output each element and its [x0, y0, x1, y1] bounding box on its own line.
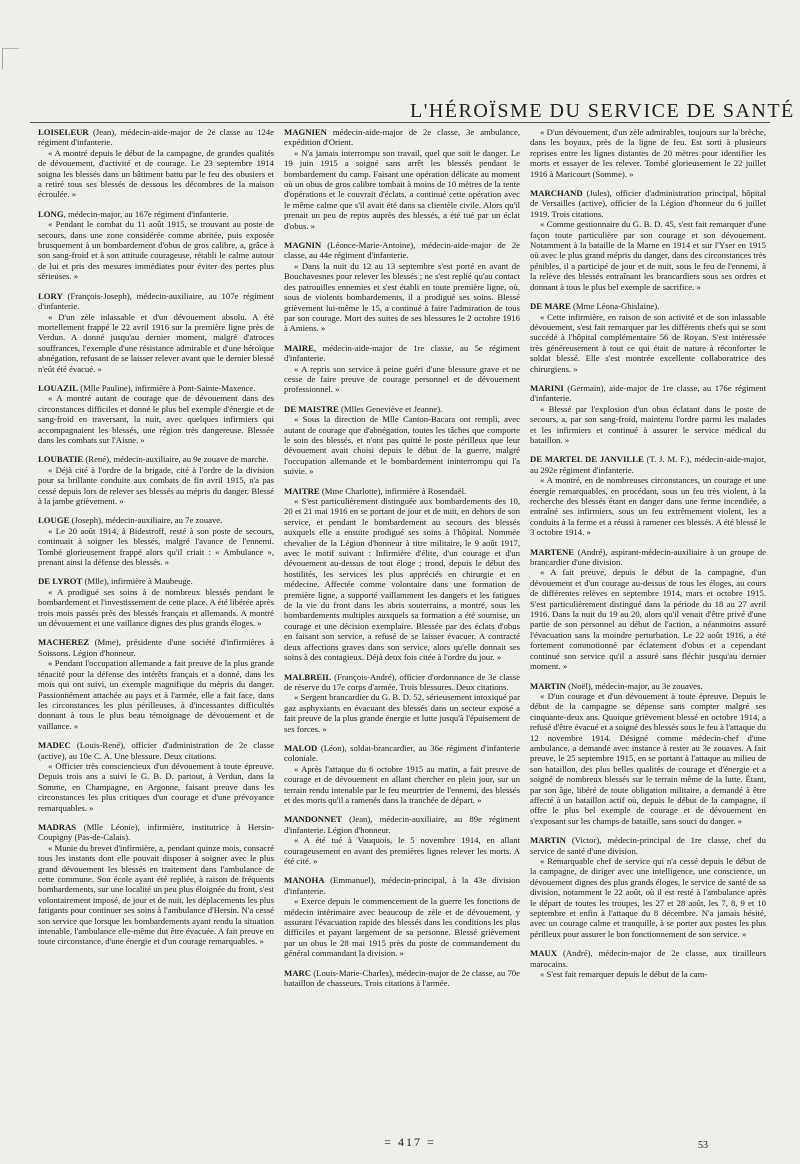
entry-name: MARC — [284, 967, 312, 978]
entry-heading — [284, 343, 520, 364]
entry-citation-text: « A prodigué ses soins à de nombreux blessés pendant le bombardement et l'investissement de cette place. A été libérée après trois mois passés près des blessés français et allemands. A montré un dévouement et une vaillance dignes des plus grands éloges. » — [38, 586, 274, 629]
entry-citation-text: « Sergent brancardier du G. B. D. 52, sérieusement intoxiqué par gaz asphyxiants en évacuant des blessés dans un secteur exposé a fait preuve de la plus grande énergie et lutte jusqu'à l'épuisement de ses forces. » — [284, 692, 520, 734]
entry-heading — [38, 454, 274, 464]
entry-title: médecin-aide-major de 2e classe, 3e ambulance, expédition d'Orient. — [284, 127, 520, 148]
entry-name: MADRAS — [38, 821, 77, 832]
entry-heading — [38, 740, 274, 761]
entry-name: MAGNIN — [284, 240, 322, 251]
citation-entry — [284, 875, 520, 958]
entry-title: (Mlle Pauline), infirmière à Pont-Sainte-Maxence. — [78, 382, 256, 393]
entry-citation-text: « Dans la nuit du 12 au 13 septembre s'est porté en avant de Bouchavesnes pour relever les blessés ; ne s'est replié qu'au contact des patrouilles ennemies et s'est établi en toute première ligne, où, sous de violents bombardements, il a prodigué ses soins. Blessé grièvement lui-même le 15, a continué à faire l'admiration de tous par son courage. Mort des suites de ses blessures le 2 octobre 1916 à Amiens. » — [284, 260, 520, 334]
citation-entry — [530, 127, 766, 179]
entry-name: LOUBATIE — [38, 454, 84, 465]
entry-heading — [530, 681, 766, 691]
entry-citation-text: « Cette infirmière, en raison de son activité et de son inlassable dévouement, s'est fait remarquer par les différents chefs qui se sont succédé à l'hôpital complémentaire 56 de Royan. S'est intéressée très généreusement à tout ce qui était de nature à réconforter le soldat blessé. Elle s'est montrée excellente collaboratrice des chirurgiens. » — [530, 311, 766, 374]
citation-entry — [38, 383, 274, 445]
entry-citation-text: « Comme gestionnaire du G. B. D. 45, s'est fait remarquer d'une façon toute particulière par son courage et son dévouement. Notamment à la bataille de la Marne en 1914 et sur l'Yser en 1915 où avec le plus grand mépris du danger, dans des circonstances très pénibles, il a participé de jour et de nuit, sous le feu de l'ennemi, à la relève des blessés entraînant les brancardiers sous ses ordres et donnant à tous le plus bel exemple de sacrifice. » — [530, 219, 766, 292]
column-right — [530, 127, 766, 1147]
entry-title: (Léonce-Marie-Antoine), médecin-aide-major de 2e classe, au 44e régiment d'infanterie. — [284, 240, 520, 261]
entry-citation-text: « A montré depuis le début de la campagne, de grandes qualités de dévouement, d'activité et de courage. Le 23 septembre 1914 soigna les blessés dans un bâtiment battu par le feu des obusiers et a retiré tous ses blessés de dessous les décombres de la maison écroulée. » — [38, 147, 274, 200]
entry-citation-text: « Remarquable chef de service qui n'a cessé depuis le début de la campagne, de diriger avec une intelligence, une conscience, un dévouement dignes des plus grands éloges, le service de santé de sa division, notamment le 22 août, où il est resté à l'ambulance après le départ de toutes les troupes, les 27 et 28 août, les 7, 8, 9 et 10 septembre et enfin à l'attaque du 8 décembre. N'a jamais hésité, avec un courage calme et tranquille, à se porter aux postes les plus périlleux pour assurer le bon fonctionnement de son service. » — [530, 856, 766, 939]
entry-citation-text: « Exerce depuis le commencement de la guerre les fonctions de médecin intérimaire avec beaucoup de zèle et de dévouement, y assurant l'évacuation rapide des blessés dans les conditions les plus difficiles et payant largement de sa personne. Blessé grièvement par un obus le 28 mai 1915 près du poste de commandement du général commandant la division. » — [284, 896, 520, 959]
entry-citation-text: « S'est fait remarquer depuis le début de la cam- — [540, 969, 708, 980]
citation-entry — [38, 822, 274, 947]
entry-title: (Jules), officier d'administration principal, hôpital de Versailles (active), officier de la Légion d'honneur du 6 juillet 1919. Trois citations. — [530, 188, 766, 219]
entry-heading — [284, 486, 520, 496]
entry-heading — [284, 875, 520, 896]
entry-title: , médecin-major, au 167e régiment d'infanterie. — [63, 208, 229, 219]
entry-title: (Louis-Marie-Charles), médecin-major de 2e classe, au 70e bataillon de chasseurs. Trois citations à l'armée. — [284, 967, 520, 989]
entry-heading — [38, 383, 274, 393]
entry-name: LONG — [38, 208, 64, 219]
entry-title: (Jean), médecin-aide-major de 2e classe au 124e régiment d'infanterie. — [38, 127, 274, 148]
entry-citation-text: « A repris son service à peine guéri d'une blessure grave et ne cesse de faire preuve de courage personnel et de dévouement professionnel. » — [284, 363, 520, 395]
entry-title: , médecin-aide-major de 1re classe, au 5e régiment d'infanterie. — [284, 342, 520, 364]
citation-entry — [530, 948, 766, 979]
entry-title: (René), médecin-auxiliaire, au 9e zouave de marche. — [83, 454, 269, 465]
entry-title: (Noël), médecin-major, au 3e zouaves. — [565, 680, 703, 691]
entry-title: (Jean), médecin-auxiliaire, au 89e régiment d'infanterie. Légion d'honneur. — [284, 814, 520, 835]
entry-title: (François-Joseph), médecin-auxiliaire, au 107e régiment d'infanterie. — [38, 290, 274, 312]
entry-heading — [38, 822, 274, 843]
column-left — [38, 127, 274, 1147]
citation-entry — [38, 454, 274, 506]
entry-name: LOISELEUR — [38, 127, 89, 137]
citation-entry — [38, 576, 274, 628]
entry-heading — [530, 948, 766, 969]
entry-name: DE LYROT — [38, 576, 83, 587]
entry-name: MARINI — [530, 382, 564, 393]
folio-number: = 417 = — [384, 1135, 436, 1149]
page-number: 53 — [698, 1140, 708, 1151]
entry-heading — [284, 672, 520, 693]
citation-entry — [284, 240, 520, 334]
column-middle — [284, 127, 520, 1147]
entry-citation-text: « S'est particulièrement distinguée aux bombardements des 10, 20 et 21 mai 1916 en se portant de jour et de nuit, en dehors de son service, et pendant le bombardement au secours des blessés auxquels elle a ensuite prodigué ses soins à l'hôpital. Nommée chevalier de la Légion d'honneur à titre militaire, le 9 août 1917, avec le motif suivant : Infirmière d'élite, d'un courage et d'un dévouement au-dessus de tout éloge ; trond, depuis le début des hostilités, les services les plus appréciés en chirurgie et en médecine. Affectée comme volontaire dans une formation de première ligne, a supporté vaillamment les dangers et les fatigues de la vie du front dans les abris souterrains, a montré, sous les bombardements multiples auxquels sa formation a été soumise, un courage et une décision exemplaire. Blessée par des éclats d'obus en faisant son service, a refusé de se laisser évacuer. A contracté deux affections graves dans son service, alors qu'elle donnait ses soins à des contagieux. Déjà deux fois citée à l'ordre du jour. » — [284, 496, 520, 663]
entry-citation-text: « Officier très consciencieux d'un dévouement à toute épreuve. Depuis trois ans a suivi le G. B. D. partout, à Verdun, dans la Somme, en Champagne, en Argonne, faisant preuve dans les circonstances les plus critiques d'un courage et d'une prévoyance remarquables. » — [38, 760, 274, 813]
entry-heading — [38, 127, 274, 148]
citation-entry — [530, 301, 766, 374]
citation-entry — [284, 672, 520, 734]
entry-citation-text: « A fait preuve, depuis le début de la campagne, d'un dévouement et d'un courage au-dessus de tous les éloges, au cours de différentes relèves en septembre 1914, mars et octobre 1915. S'est particulièrement distingué dans la période du 18 au 27 avril 1916. Dans la nuit du 19 au 20, alors qu'il venait d'être privé d'une partie de son personnel au début de l'action, a néanmoins assuré l'évacuation sans la moindre perturbation. Le 22 août 1916, a été fortement commotionné par éclatement d'obus et a cependant continué son service qu'il a assuré sans fléchir jusqu'au dernier moment. » — [530, 567, 766, 672]
entry-heading — [530, 454, 766, 475]
entry-title: (Joseph), médecin-auxiliaire, au 7e zouave. — [69, 515, 223, 526]
entry-name: MALBREIL — [284, 671, 332, 682]
citation-entry — [530, 681, 766, 827]
entry-title: (François-André), officier d'ordonnance de 3e classe de réserve du 17e corps d'armée. Trois blessures. Deux citations. — [284, 671, 520, 692]
citation-entry — [284, 486, 520, 663]
page-corner-mark — [2, 48, 19, 69]
entry-title: (Emmanuel), médecin-principal, à la 43e division d'infanterie. — [284, 875, 520, 896]
entry-heading — [38, 515, 274, 525]
entry-heading — [284, 814, 520, 835]
entry-citation-text: « Déjà cité à l'ordre de la brigade, cité à l'ordre de la division pour sa brillante conduite aux combats de fin avril 1915, n'a pas cessé depuis lors de relever ses blessés au mépris du danger. Blessé à la jambe grièvement. » — [38, 464, 274, 506]
entry-title: (Germain), aide-major de 1re classe, au 176e régiment d'infanterie. — [530, 382, 766, 404]
entry-citation-text: « Blessé par l'explosion d'un obus éclatant dans le poste de secours, a, par son sang-froid, maintenu l'ordre parmi les malades et les infirmiers et continué à assurer le service médical du bataillon. » — [530, 403, 766, 445]
entry-citation-text: « A montré, en de nombreuses circonstances, un courage et une énergie remarquables, en procédant, sous un feu très violent, à la recherche des blessés étant en danger dans une ferme incendiée, a entraîné ses infirmiers, sous un feu extrêmement violent, les a conduits à la ferme et a réussi à ramener ces blessés. A été blessé le 3 octobre 1914. » — [530, 475, 766, 538]
entry-name: LOUAZIL — [38, 382, 79, 393]
entry-title: (Mlle Léonie), infirmière, institutrice à Hersin-Coupigny (Pas-de-Calais). — [38, 821, 274, 843]
entry-name: DE MARE — [530, 301, 571, 312]
entry-citation-text: « Sous la direction de Mlle Canton-Bacara ont rempli, avec autant de courage que d'abnégation, toutes les tâches que comporte le soin des blessés, et n'ont pas quitté le poste périlleux que leur dévouement avait choisi depuis le début de la guerre, malgré l'occupation allemande et le bombardement ininterrompu qui l'a suivie. » — [284, 414, 520, 477]
entry-citation-text: « Pendant l'occupation allemande a fait preuve de la plus grande ténacité pour la défense des intérêts français et a donné, dans les mois qui ont suivi, un exemple magnifique du mépris du danger. Passionnément attachée au pays et à l'armée, elle a fait face, dans les circonstances les plus périlleuses, à d'incessantes difficultés donnant à tous le plus beau témoignage de dévouement et de vaillance. » — [38, 658, 274, 731]
entry-citation-text: « A été tué à Vauquois, le 5 novembre 1914, en allant courageusement en avant des premières lignes relever les morts. A été cité. » — [284, 835, 520, 866]
citation-entry — [530, 188, 766, 292]
entry-heading — [530, 547, 766, 568]
entry-heading — [284, 743, 520, 764]
entry-name: LORY — [38, 290, 63, 301]
entry-name: MANDONNET — [284, 814, 342, 825]
entry-name: MARTIN — [530, 835, 566, 846]
entry-name: DE MAISTRE — [284, 403, 339, 414]
entry-heading — [530, 301, 766, 311]
entry-citation-text: « Après l'attaque du 6 octobre 1915 au matin, a fait preuve de courage et de dévouement en allant chercher en plein jour, sur un terrain rendu intenable par le feu meurtrier de l'ennemi, des blessés et des morts qu'il a ramenés dans la tranchée de départ. » — [284, 763, 520, 805]
entry-title: (Victor), médecin-principal de 1re classe, chef du service de santé d'une division. — [530, 835, 766, 856]
entry-heading — [38, 576, 274, 586]
entry-citation-text: « N'a jamais interrompu son travail, quel que soit le danger. Le 19 juin 1915 a soigné sans arrêt les blessés pendant le bombardement du camp. Faisant une opération délicate au moment où un obus de gros calibre tombait à moins de 10 mètres de la tente d'opérations et le couvrait d'éclats, a continué cette opération avec le même calme que s'il avait été dans sa clientèle civile. Alors qu'il prenait un peu de repos auprès des blessés, a été tué par un éclat d'obus. » — [284, 147, 520, 231]
citation-entry — [38, 127, 274, 200]
entry-name: MARTENE — [530, 546, 575, 557]
header-rule — [30, 122, 770, 123]
entry-heading — [530, 835, 766, 856]
entry-heading — [38, 291, 274, 312]
entry-title: (André), médecin-major de 2e classe, aux tirailleurs marocains. — [530, 948, 766, 969]
entry-name: DE MARTEL DE JANVILLE — [530, 454, 644, 465]
citation-entry — [38, 291, 274, 374]
entry-heading — [38, 637, 274, 658]
entry-title: (Mme), présidente d'une société d'infirmières à Soissons. Légion d'honneur. — [38, 637, 274, 658]
entry-name: MADEC — [38, 740, 71, 751]
entry-name: MARTIN — [530, 680, 566, 691]
citation-entry — [38, 515, 274, 567]
entry-name: MARCHAND — [530, 188, 583, 199]
citation-entry — [284, 343, 520, 395]
entry-title: (Léon), soldat-brancardier, au 36e régiment d'infanterie coloniale. — [284, 742, 520, 764]
entry-citation-text: « Pendant le combat du 11 août 1915, se trouvant au poste de secours, dans une zone considérée comme abritée, puis exposée brusquement à un bombardement d'obus de gros calibre, a, grâce à son sang-froid et à son attitude courageuse, rétabli le calme autour de lui et pris des mesures immédiates pour éviter des pertes plus sérieuses. » — [38, 219, 274, 282]
entry-heading — [530, 188, 766, 219]
citation-entry — [284, 968, 520, 989]
entry-title: (Mlles Geneviève et Jeanne). — [338, 403, 443, 414]
citation-entry — [38, 209, 274, 282]
citation-entry — [284, 743, 520, 805]
entry-name: LOUGE — [38, 515, 70, 526]
page-title: L'HÉROÏSME DU SERVICE DE SANTÉ — [410, 100, 795, 122]
entry-name: MACHEREZ — [38, 637, 90, 648]
entry-title: (T. J. M. F.), médecin-aide-major, au 292e régiment d'infanterie. — [530, 454, 766, 475]
entry-name: MAGNIEN — [284, 127, 327, 137]
entry-heading — [284, 240, 520, 261]
entry-name: MAUX — [530, 948, 558, 959]
entry-title: (Mlle), infirmière à Maubeuge. — [82, 576, 193, 587]
entry-title: (Louis-René), officier d'administration de 2e classe (active), au 10e C. A. Une blessure. Deux citations. — [38, 740, 274, 761]
citation-entry — [284, 127, 520, 231]
entry-heading — [284, 404, 520, 414]
entry-citation-text: « D'un dévouement, d'un zèle admirables, toujours sur la brèche, dans les boyaux, près de la ligne de feu. Est sorti à plusieurs reprises entre les lignes distantes de 20 mètres pour identifier les morts et essayer de les relever. Tombé glorieusement le 22 juillet 1916 à Maricourt (Somme). » — [530, 127, 766, 179]
entry-name: MANOHA — [284, 875, 325, 886]
entry-heading — [530, 383, 766, 404]
entry-citation-text: « Le 20 août 1914, à Bidestroff, resté à son poste de secours, continuait à soigner les blessés, malgré l'avance de l'ennemi. Tombé glorieusement frappé alors qu'il criait : « Ambulance », prenant ainsi la défense des blessés. » — [38, 525, 274, 568]
citation-entry — [284, 814, 520, 866]
citation-entry — [38, 637, 274, 731]
citation-entry — [38, 740, 274, 813]
citation-entry — [530, 835, 766, 939]
entry-name: MALOD — [284, 742, 318, 753]
citation-entry — [530, 454, 766, 537]
text-columns — [38, 127, 768, 1147]
entry-heading — [284, 968, 520, 989]
entry-title: (Mme Léona-Ghislaine). — [570, 301, 660, 312]
entry-heading — [284, 127, 520, 148]
entry-citation-text: « D'un courage et d'un dévouement à toute épreuve. Depuis le début de la campagne se dépense sans compter malgré ses cinquante-deux ans. Quoique grièvement blessé en octobre 1914, a refusé d'être évacué et a soigné des blessés sous le feu à l'attaque du 12 novembre 1914. Désigné comme médecin-chef d'une ambulance, a demandé avec instance à rester au 3e zouaves. A fait preuve, le 25 septembre 1915, en se portant à l'attaque au milieu de son bataillon, des plus belles qualités de courage et d'énergie et a soigné de nombreux blessés sur le terrain même de la lutte. Étant, par son âge, libéré de toute obligation militaire, a demandé à être affecté à un bataillon actif où, depuis le début de la campagne, il offre le plus bel exemple de courage et de dévouement en s'exposant sur les champs de bataille, sans souci du danger. » — [530, 690, 766, 826]
entry-heading — [38, 209, 274, 219]
entry-citation-text: « Munie du brevet d'infirmière, a, pendant quinze mois, consacré tous les instants dont elle pouvait disposer à soigner avec le plus grand dévouement les blessés en traitement dans l'ambulance de cette commune. Son école ayant été repliée, à raison de fréquents bombardements, sur une localité un peu plus éloignée du front, s'est volontairement imposé, de jour et de nuit, les déplacements les plus fatigants pour continuer ses soins à l'ambulance d'Hersin. N'a cessé son service que lorsque les bombardements ayant rendu la situation intenable, l'ambulance elle-même dut être évacuée. A fait preuve en toute circonstance, d'une énergie et d'un courage remarquables. » — [38, 842, 274, 947]
entry-citation-text: « A montré autant de courage que de dévouement dans des circonstances difficiles et donné le plus bel exemple d'énergie et de sang-froid en traversant, la nuit, avec quelques infirmiers qui accompagnaient les blessés, une région très dangereuse. Blessée dans les combats sur l'Aisne. » — [38, 393, 274, 445]
entry-title: (Mme Charlotte), infirmière à Rosendaël. — [319, 485, 467, 496]
entry-name: MAITRE — [284, 485, 320, 496]
entry-citation-text: « D'un zèle inlassable et d'un dévouement absolu. A été mortellement frappé le 22 avril 1916 sur la première ligne près de Verdun. A donné jusqu'au dernier moment, malgré d'atroces souffrances, l'exemple d'une résistance admirable et d'une héroïque abnégation, refusant de se laisser relever avant que le dernier blessé n'eût été évacué. » — [38, 311, 274, 374]
entry-title: (André), aspirant-médecin-auxiliaire à un groupe de brancardier d'une division. — [530, 546, 766, 568]
entry-name: MAIRE — [284, 342, 314, 353]
citation-entry — [530, 383, 766, 445]
citation-entry — [284, 404, 520, 477]
citation-entry — [530, 547, 766, 672]
